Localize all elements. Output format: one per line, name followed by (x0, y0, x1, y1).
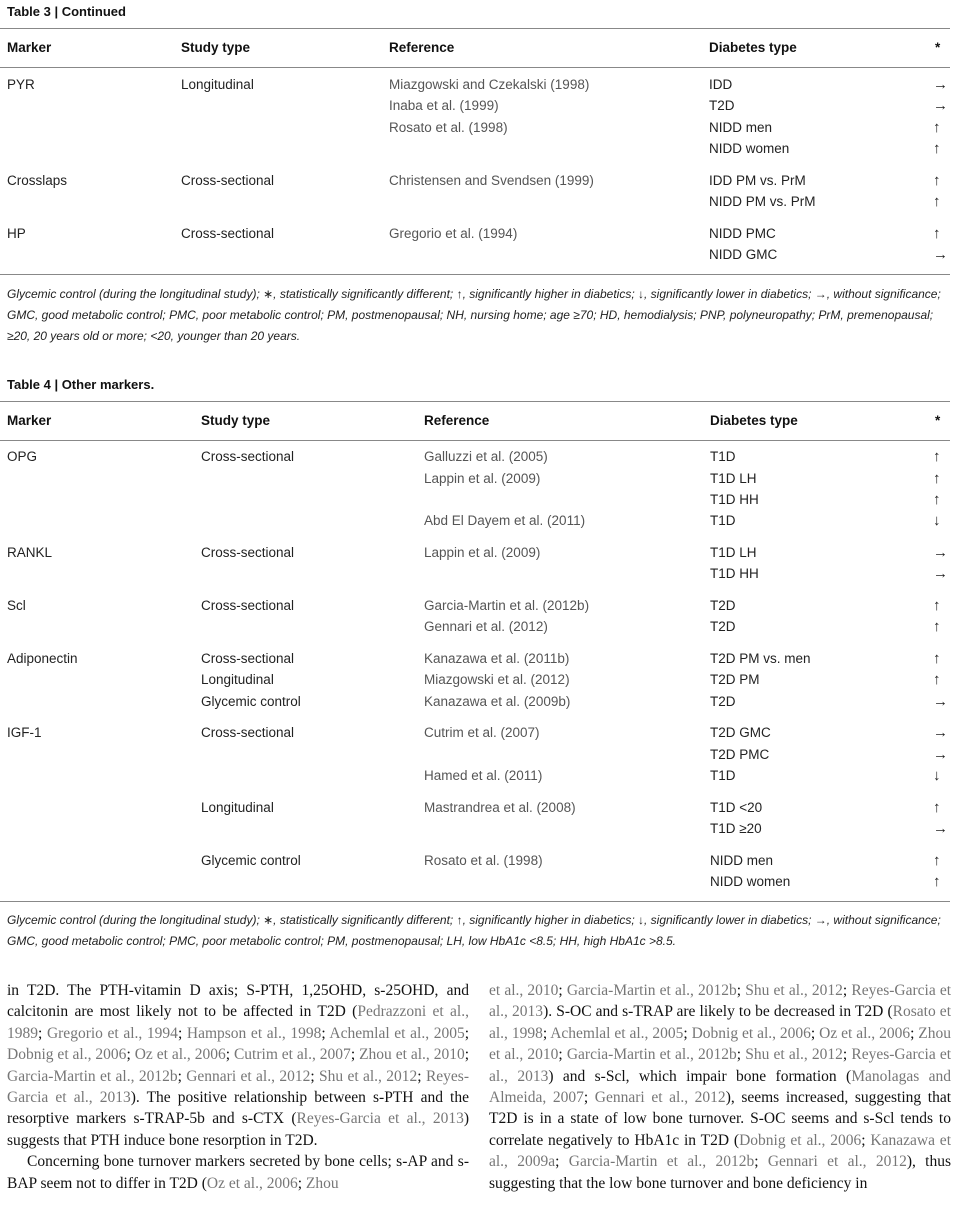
table3-cell-marker: PYR (7, 77, 35, 92)
table4-cell-reference: Rosato et al. (1998) (424, 853, 543, 868)
table4-significance-symbol: ↑ (933, 799, 941, 816)
citation-link[interactable]: Garcia-Martin et al., 2012b (568, 1153, 755, 1171)
table4-header-study: Study type (201, 413, 271, 428)
citation-link[interactable]: Cutrim et al., 2007 (233, 1046, 351, 1064)
table3-top-rule (0, 28, 950, 29)
citation-link[interactable]: Gennari et al., 2012 (186, 1067, 311, 1085)
table4-cell-diabetes: T1D (710, 513, 736, 528)
table4-cell-diabetes: T1D LH (710, 545, 757, 560)
table4-cell-marker: Adiponectin (7, 651, 78, 666)
body-text: ). S-OC and s-TRAP are likely to be decreased in T2D ( (543, 1003, 893, 1021)
table4-cell-diabetes: T2D (710, 694, 736, 709)
table4-cell-reference: Kanazawa et al. (2009b) (424, 694, 571, 709)
table3-header-rule (0, 67, 950, 68)
citation-link[interactable]: Oz et al., 2006 (819, 1024, 911, 1042)
body-text: ; (842, 1046, 852, 1064)
table4-cell-study: Cross-sectional (201, 449, 295, 464)
body-text: ; (464, 1046, 470, 1064)
table4-header-rule (0, 440, 950, 441)
table4-cell-marker: OPG (7, 449, 38, 464)
table4-cell-reference: Galluzzi et al. (2005) (424, 449, 548, 464)
table3-footnote: Glycemic control (during the longitudinal study); ∗, statistically significantly different; ↑, significantly higher in diabetics; ↓, significantly lower in diabetics; →, without significance; GMC, good metabolic control; PMC, poor metabolic control; PM, postmenopausal; NH, nursing home; age ≥70; HD, hemodialysis; PNP, polyneuropathy; PrM, premenopausal; ≥20, 20 years old or more; <20, younger than 20 years. (7, 287, 941, 343)
body-text: ; (297, 1174, 306, 1192)
table4-cell-diabetes: T1D HH (710, 566, 759, 581)
table4-cell-diabetes: T2D PM (710, 672, 760, 687)
table4-cell-diabetes: T1D (710, 768, 736, 783)
table3-header-study: Study type (181, 40, 251, 55)
citation-link[interactable]: Hampson et al., 1998 (186, 1024, 322, 1042)
citation-link[interactable]: Garcia-Martin et al., 2012b (566, 982, 737, 999)
table3-cell-study: Cross-sectional (181, 226, 275, 241)
body-text: ), seems increased, suggesting that T2D is in a state of low bone turnover. S-OC seems and s-Scl tends to correlate negatively to HbA1c in T2D ( (489, 1089, 952, 1149)
table4-significance-symbol: ↑ (933, 618, 941, 635)
table4-significance-symbol: ↑ (933, 470, 941, 487)
citation-link[interactable]: Achemlal et al., 2005 (329, 1024, 465, 1042)
citation-link[interactable]: Reyes-Garcia et al., 2013 (489, 1046, 952, 1085)
citation-link[interactable]: Dobnig et al., 2006 (691, 1024, 811, 1042)
body-text: ) suggests that PTH induce bone resorption in T2D. (7, 1110, 469, 1149)
body-text: ; (177, 1067, 187, 1085)
body-paragraph (489, 980, 951, 1194)
table3-cell-reference: Gregorio et al. (1994) (389, 226, 518, 241)
body-text: ; (754, 1153, 768, 1171)
body-text: ; (310, 1067, 319, 1085)
citation-link[interactable]: Shu et al., 2012 (318, 1067, 418, 1085)
table4-cell-marker: Scl (7, 598, 26, 613)
table4-cell-reference: Mastrandrea et al. (2008) (424, 800, 576, 815)
citation-link[interactable]: et al., 2010 (489, 982, 559, 999)
table4-significance-symbol: ↑ (933, 448, 941, 465)
table4-significance-symbol: ↑ (933, 650, 941, 667)
table4-cell-marker: IGF-1 (7, 725, 42, 740)
table4-cell-diabetes: NIDD men (710, 853, 774, 868)
citation-link[interactable]: Shu et al., 2012 (745, 982, 843, 999)
body-text: ; (321, 1024, 330, 1042)
table3-cell-study: Longitudinal (181, 77, 254, 92)
table3-header-reference: Reference (389, 40, 455, 55)
table4-cell-reference: Miazgowski et al. (2012) (424, 672, 570, 687)
citation-link[interactable]: Dobnig et al., 2006 (7, 1046, 127, 1064)
body-text-left-column (7, 980, 469, 1194)
table3-cell-reference: Inaba et al. (1999) (389, 98, 499, 113)
body-text: ; (542, 1024, 551, 1042)
table4-significance-symbol: ↓ (933, 767, 941, 784)
table4-significance-symbol: ↑ (933, 852, 941, 869)
citation-link[interactable]: Kanazawa et al., 2009a (489, 1131, 951, 1171)
table4-cell-study: Cross-sectional (201, 598, 295, 613)
citation-link[interactable]: Manolagas and Almeida, 2007 (489, 1067, 952, 1107)
table3-significance-symbol: ↑ (933, 172, 941, 189)
citation-link[interactable]: Pedrazzoni et al., 1989 (7, 1003, 469, 1042)
table4-cell-study: Cross-sectional (201, 725, 295, 740)
table4-cell-diabetes: T1D LH (710, 471, 757, 486)
table4-cell-reference: Kanazawa et al. (2011b) (424, 651, 570, 666)
table4-cell-diabetes: T2D PM vs. men (710, 651, 811, 666)
table4-significance-symbol: → (933, 544, 948, 561)
body-text: ; (683, 1024, 692, 1042)
body-text: Concerning bone turnover markers secreted by bone cells; s-AP and s-BAP seem not to differ in T2D ( (7, 1153, 469, 1192)
body-text: ; (38, 1024, 47, 1042)
table3-header-star: * (935, 40, 941, 55)
table3-significance-symbol: ↑ (933, 140, 941, 157)
body-text: ; (177, 1024, 187, 1042)
table3-significance-symbol: ↑ (933, 119, 941, 136)
table3-cell-marker: Crosslaps (7, 173, 68, 188)
table4-cell-diabetes: NIDD women (710, 874, 791, 889)
body-paragraph (7, 1151, 469, 1194)
table3-significance-symbol: → (933, 76, 948, 93)
table3-cell-diabetes: IDD PM vs. PrM (709, 173, 806, 188)
table3-cell-diabetes: IDD (709, 77, 733, 92)
table4-cell-diabetes: T1D ≥20 (710, 821, 762, 836)
table4-cell-diabetes: T1D HH (710, 492, 759, 507)
table3-cell-diabetes: NIDD PMC (709, 226, 776, 241)
table4-footnote: Glycemic control (during the longitudinal study); ∗, statistically significantly different; ↑, significantly higher in diabetics; ↓, significantly lower in diabetics; →, without significance; GMC, good metabolic control; PMC, poor metabolic control; PM, postmenopausal; LH, low HbA1c <8.5; HH, high HbA1c >8.5. (7, 913, 941, 948)
citation-link[interactable]: Garcia-Martin et al., 2012b (7, 1067, 178, 1085)
table4-cell-diabetes: T2D GMC (710, 725, 771, 740)
citation-link[interactable]: Gennari et al., 2012 (767, 1153, 907, 1171)
body-text: ; (861, 1131, 871, 1149)
body-text: ; (583, 1089, 595, 1107)
table4-top-rule (0, 401, 950, 402)
table4-cell-diabetes: T2D (710, 619, 736, 634)
table4-cell-study: Glycemic control (201, 853, 301, 868)
body-text: ; (126, 1046, 135, 1064)
citation-link[interactable]: Oz et al., 2006 (134, 1046, 226, 1064)
table3-cell-diabetes: T2D (709, 98, 735, 113)
table4-significance-symbol: ↑ (933, 671, 941, 688)
citation-link[interactable]: Garcia-Martin et al., 2012b (566, 1046, 737, 1064)
table4-significance-symbol: ↑ (933, 873, 941, 890)
body-text: ; (736, 1046, 746, 1064)
table3-cell-diabetes: NIDD GMC (709, 247, 778, 262)
table4-significance-symbol: → (933, 746, 948, 763)
citation-link[interactable]: Zhou et al., 2010 (489, 1024, 952, 1064)
citation-link[interactable]: Reyes-Garcia et al., 2013 (7, 1067, 469, 1107)
table4-cell-reference: Lappin et al. (2009) (424, 545, 541, 560)
table3-cell-marker: HP (7, 226, 26, 241)
table4-cell-reference: Abd El Dayem et al. (2011) (424, 513, 586, 528)
citation-link[interactable]: Shu et al., 2012 (745, 1046, 843, 1064)
body-text: ; (555, 1153, 569, 1171)
table4-cell-reference: Cutrim et al. (2007) (424, 725, 540, 740)
table3-header-diabetes: Diabetes type (709, 40, 797, 55)
body-text: ), thus suggesting that the low bone turnover and bone deficiency in (489, 1153, 952, 1192)
citation-link[interactable]: Zhou (305, 1174, 339, 1192)
table3-significance-symbol: ↑ (933, 193, 941, 210)
table3-cell-reference: Christensen and Svendsen (1999) (389, 173, 594, 188)
body-text: ; (910, 1024, 919, 1042)
table4-cell-diabetes: T1D <20 (710, 800, 763, 815)
table3-cell-reference: Miazgowski and Czekalski (1998) (389, 77, 590, 92)
table4-cell-study: Longitudinal (201, 800, 274, 815)
citation-link[interactable]: Rosato et al., 1998 (489, 1003, 951, 1042)
table3-significance-symbol: ↑ (933, 225, 941, 242)
table3-header-marker: Marker (7, 40, 52, 55)
body-text: ; (810, 1024, 820, 1042)
table4-cell-study: Cross-sectional (201, 545, 295, 560)
table4-significance-symbol: → (933, 724, 948, 741)
table3-caption: Table 3 | Continued (7, 4, 126, 19)
table4-header-reference: Reference (424, 413, 490, 428)
citation-link[interactable]: Reyes-Garcia et al., 2013 (489, 982, 952, 1021)
table4-cell-reference: Hamed et al. (2011) (424, 768, 543, 783)
table4-significance-symbol: → (933, 820, 948, 837)
table3-bottom-rule (0, 274, 950, 275)
body-text: ). The positive relationship between s-PTH and the resorptive markers s-TRAP-5b and s-CTX ( (7, 1089, 469, 1128)
citation-link[interactable]: Gennari et al., 2012 (594, 1089, 726, 1107)
table3-cell-diabetes: NIDD men (709, 120, 773, 135)
body-text: ) and s-Scl, which impair bone formation ( (548, 1067, 852, 1085)
table4-cell-reference: Gennari et al. (2012) (424, 619, 548, 634)
body-text: ; (350, 1046, 360, 1064)
table3-significance-symbol: → (933, 246, 948, 263)
table3-cell-reference: Rosato et al. (1998) (389, 120, 508, 135)
table4-cell-diabetes: T1D (710, 449, 736, 464)
table4-caption: Table 4 | Other markers. (7, 377, 155, 392)
table4-cell-marker: RANKL (7, 545, 53, 560)
citation-link[interactable]: Oz et al., 2006 (206, 1174, 298, 1192)
table3-cell-diabetes: NIDD women (709, 141, 790, 156)
body-text: ; (736, 982, 746, 999)
citation-link[interactable]: Reyes-Garcia et al., 2013 (296, 1110, 464, 1128)
table4-significance-symbol: ↑ (933, 491, 941, 508)
table4-significance-symbol: ↓ (933, 512, 941, 529)
table3-cell-study: Cross-sectional (181, 173, 275, 188)
table4-cell-study: Glycemic control (201, 694, 301, 709)
body-text: ; (225, 1046, 234, 1064)
citation-link[interactable]: Achemlal et al., 2005 (550, 1024, 684, 1042)
body-text: ; (558, 982, 567, 999)
citation-link[interactable]: Gregorio et al., 1994 (46, 1024, 178, 1042)
table4-significance-symbol: ↑ (933, 597, 941, 614)
table4-significance-symbol: → (933, 565, 948, 582)
body-paragraph (7, 980, 469, 1151)
table3-cell-diabetes: NIDD PM vs. PrM (709, 194, 816, 209)
body-text: ; (417, 1067, 426, 1085)
table4-cell-reference: Garcia-Martin et al. (2012b) (424, 598, 590, 613)
body-text-right-column (489, 980, 951, 1194)
table4-cell-reference: Lappin et al. (2009) (424, 471, 541, 486)
body-text: ; (558, 1046, 567, 1064)
citation-link[interactable]: Zhou et al., 2010 (359, 1046, 465, 1064)
table4-bottom-rule (0, 901, 950, 902)
citation-link[interactable]: Dobnig et al., 2006 (739, 1131, 862, 1149)
table4-cell-diabetes: T2D PMC (710, 747, 770, 762)
body-text: ; (842, 982, 852, 999)
table4-cell-diabetes: T2D (710, 598, 736, 613)
table4-header-marker: Marker (7, 413, 52, 428)
table4-header-star: * (935, 413, 941, 428)
body-text: ; (464, 1024, 470, 1042)
table4-cell-study: Longitudinal (201, 672, 274, 687)
table4-header-diabetes: Diabetes type (710, 413, 798, 428)
table4-significance-symbol: → (933, 693, 948, 710)
body-text: in T2D. The PTH-vitamin D axis; S-PTH, 1,25OHD, s-25OHD, and calcitonin are most likely not to be affected in T2D ( (7, 982, 469, 1021)
table3-significance-symbol: → (933, 97, 948, 114)
table4-cell-study: Cross-sectional (201, 651, 295, 666)
